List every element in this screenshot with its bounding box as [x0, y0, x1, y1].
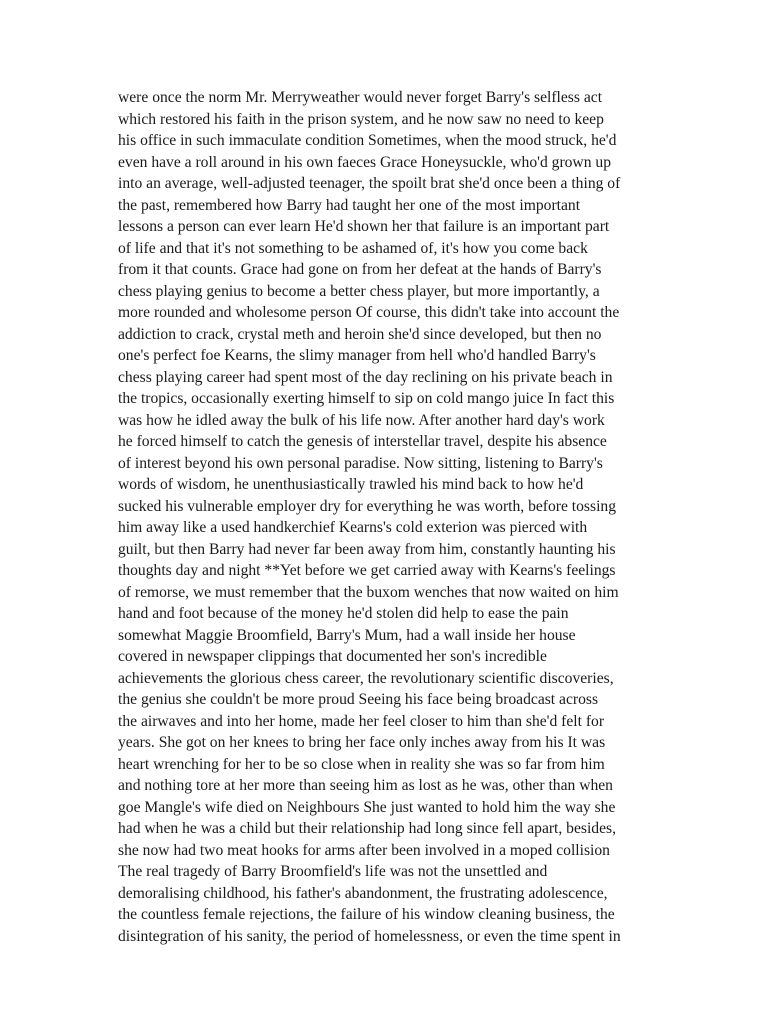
text-line: his office in such immaculate condition Sometimes, when the mood struck, he'd [118, 132, 617, 149]
text-line: and nothing tore at her more than seeing him as lost as he was, other than when [118, 777, 613, 794]
text-line: somewhat Maggie Broomfield, Barry's Mum, had a wall inside her house [118, 626, 576, 644]
text-line: were once the norm Mr. Merryweather would never forget Barry's selfless act [118, 89, 603, 106]
text-line: one's perfect foe Kearns, the slimy manager from hell who'd handled Barry's [118, 347, 596, 364]
text-line: achievements the glorious chess career, the revolutionary scientific discoveries, [118, 669, 614, 687]
text-line: years. She got on her knees to bring her face only inches away from his It was [118, 734, 606, 751]
text-line: he forced himself to catch the genesis of interstellar travel, despite his absence [118, 433, 607, 450]
text-line: of interest beyond his own personal paradise. Now sitting, listening to Barry's [118, 454, 603, 472]
text-line: addiction to crack, crystal meth and heroin she'd since developed, but then no [118, 325, 602, 343]
text-line: chess playing career had spent most of the day reclining on his private beach in [118, 368, 613, 386]
text-line: the past, remembered how Barry had taught her one of the most important [118, 196, 581, 214]
text-line: covered in newspaper clippings that documented her son's incredible [118, 648, 547, 665]
text-line: of remorse, we must remember that the buxom wenches that now waited on him [118, 583, 619, 601]
text-line: she now had two meat hooks for arms after been involved in a moped collision [118, 841, 610, 859]
text-line: even have a roll around in his own faeces Grace Honeysuckle, who'd grown up [118, 153, 611, 171]
text-line: disintegration of his sanity, the period of homelessness, or even the time spent in [118, 927, 621, 945]
text-line: the genius she couldn't be more proud Seeing his face being broadcast across [118, 691, 599, 708]
text-line: lessons a person can ever learn He'd shown her that failure is an important part [118, 218, 610, 235]
text-line: into an average, well-adjusted teenager, the spoilt brat she'd once been a thing of [118, 175, 621, 192]
text-line: guilt, but then Barry had never far been away from him, constantly haunting his [118, 540, 616, 558]
text-line: words of wisdom, he unenthusiastically trawled his mind back to how he'd [118, 476, 584, 493]
text-line: was how he idled away the bulk of his life now. After another hard day's work [118, 411, 605, 429]
text-line: hand and foot because of the money he'd stolen did help to ease the pain [118, 605, 569, 622]
text-line: The real tragedy of Barry Broomfield's life was not the unsettled and [118, 863, 548, 880]
text-line: which restored his faith in the prison system, and he now saw no need to keep [118, 110, 604, 128]
text-line: thoughts day and night **Yet before we get carried away with Kearns's feelings [118, 562, 616, 579]
body-text [118, 87, 658, 947]
text-line: demoralising childhood, his father's abandonment, the frustrating adolescence, [118, 884, 608, 902]
text-line: the tropics, occasionally exerting himself to sip on cold mango juice In fact this [118, 390, 615, 407]
text-line: the airwaves and into her home, made her feel closer to him than she'd felt for [118, 712, 605, 730]
text-line: the countless female rejections, the failure of his window cleaning business, the [118, 906, 615, 923]
text-line: had when he was a child but their relationship had long since fell apart, besides, [118, 820, 616, 837]
text-line: from it that counts. Grace had gone on from her defeat at the hands of Barry's [118, 261, 602, 278]
text-line: more rounded and wholesome person Of course, this didn't take into account the [118, 304, 620, 321]
text-line: chess playing genius to become a better chess player, but more importantly, a [118, 282, 600, 300]
text-line: him away like a used handkerchief Kearns's cold exterion was pierced with [118, 519, 588, 536]
text-line: heart wrenching for her to be so close when in reality she was so far from him [118, 755, 605, 773]
text-line: sucked his vulnerable employer dry for everything he was worth, before tossing [118, 497, 616, 515]
text-line: of life and that it's not something to be ashamed of, it's how you come back [118, 239, 588, 257]
text-line: goe Mangle's wife died on Neighbours She just wanted to hold him the way she [118, 798, 616, 816]
